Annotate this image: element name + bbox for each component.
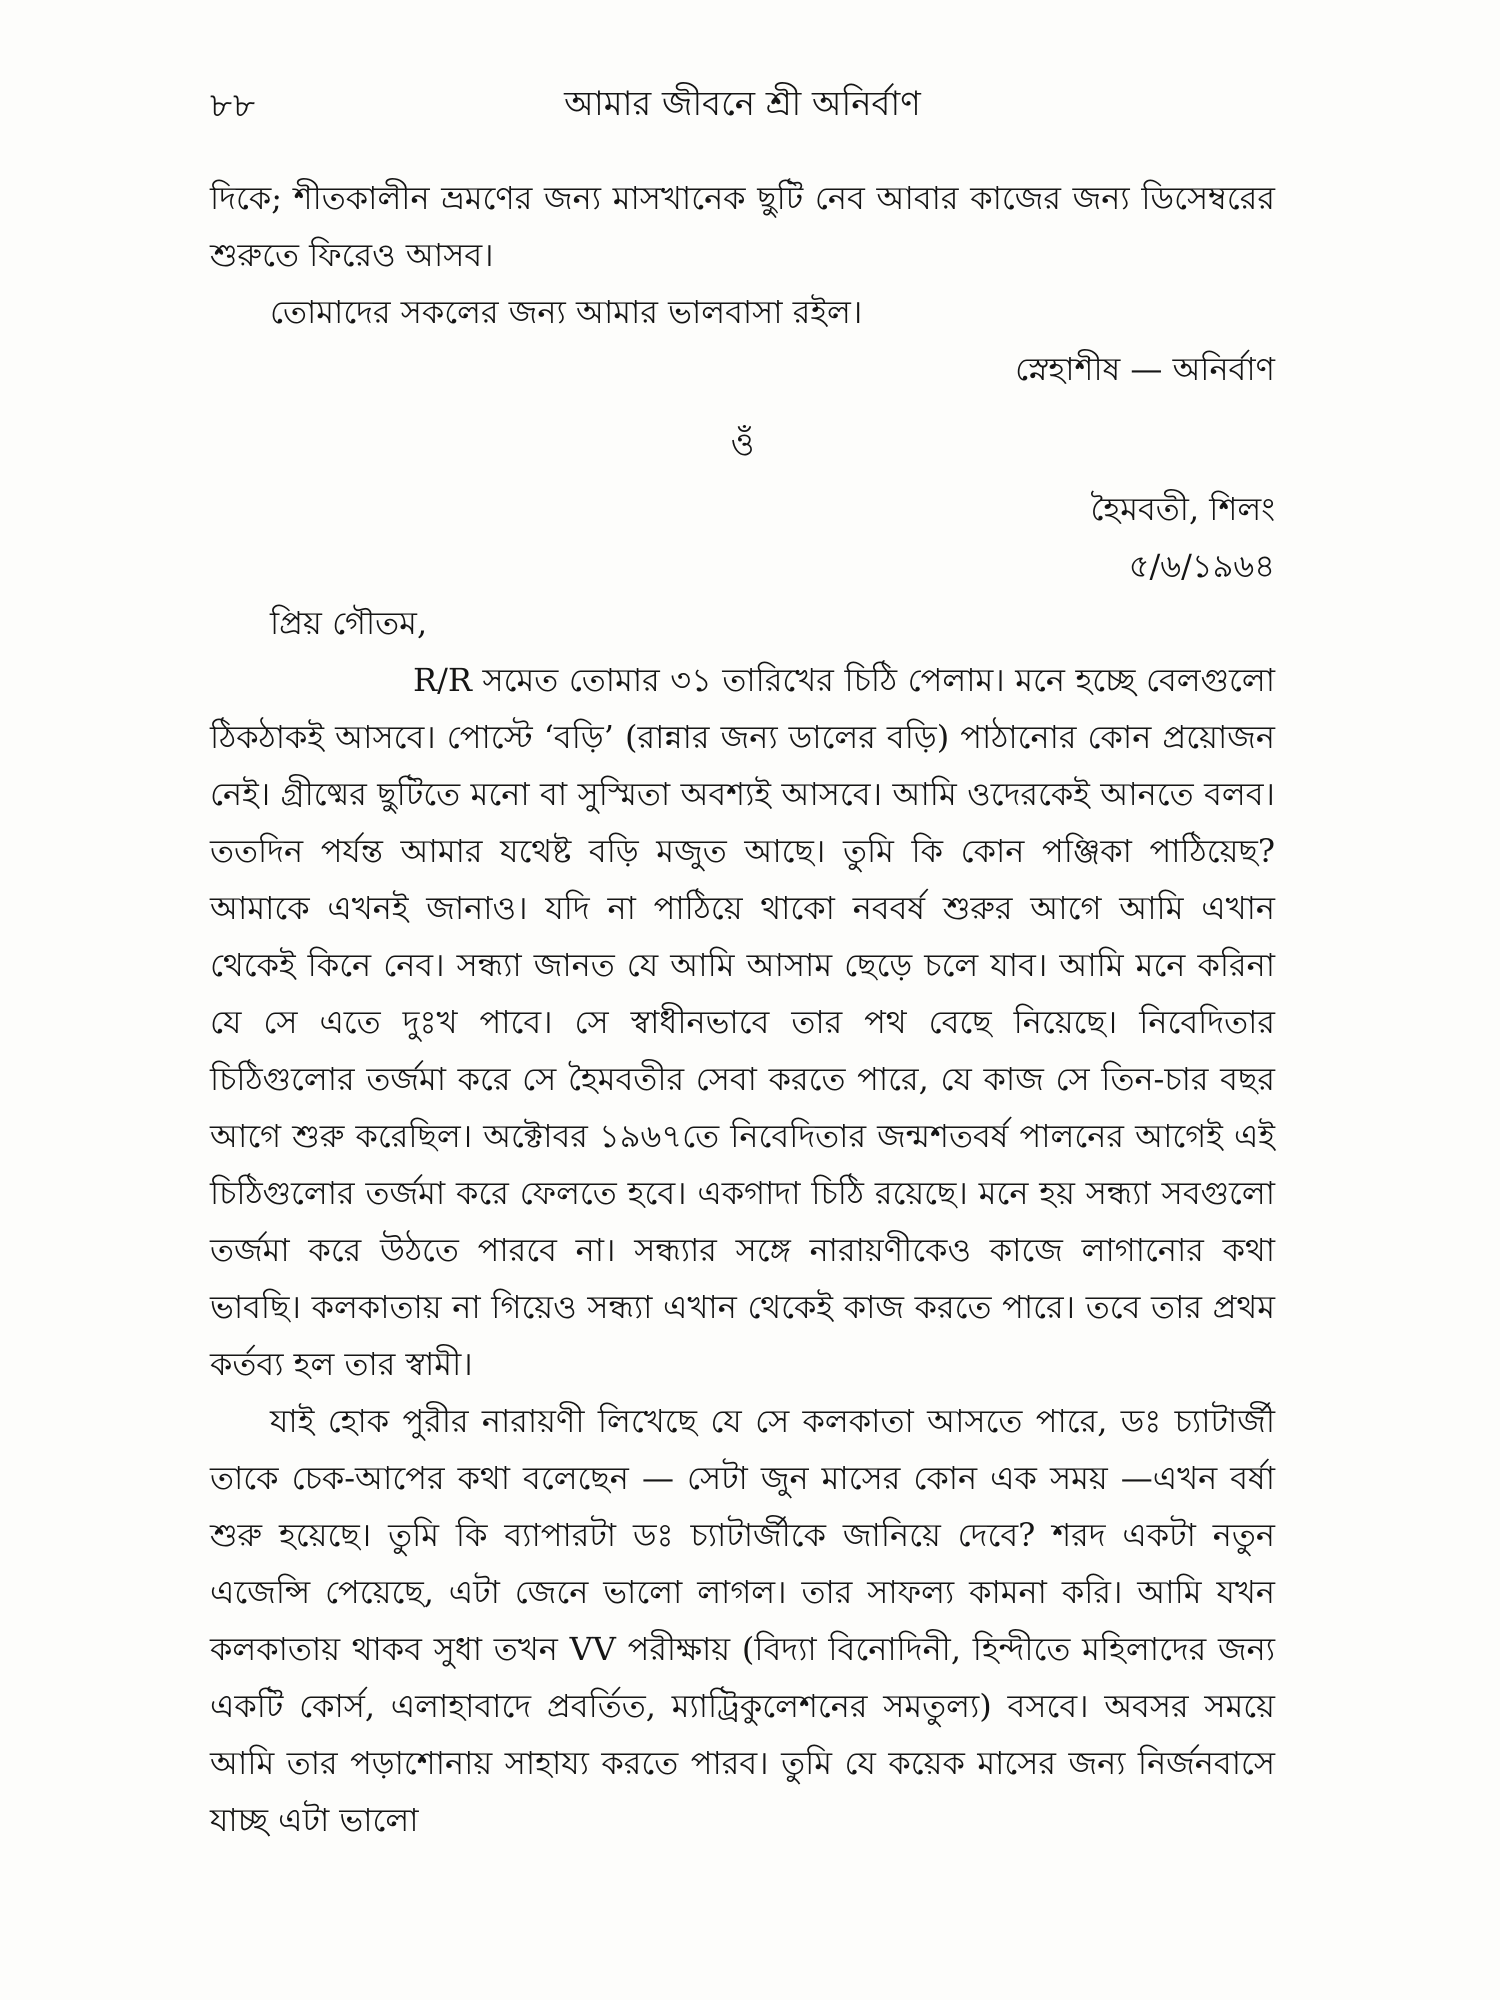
letter2-paragraph-2: যাই হোক পুরীর নারায়ণী লিখেছে যে সে কলকাতা আসতে পারে, ডঃ চ্যাটার্জী তাকে চেক-আপের কথা বলেছেন — সেটা জুন মাসের কোন এক সময় —এখন বর্ষা শুরু হয়েছে। তুমি কি ব্যাপারটা ডঃ চ্যাটার্জীকে জানিয়ে দেবে? শরদ একটা নতুন এজেন্সি পেয়েছে, এটা জেনে ভালো লাগল। তার সাফল্য কামনা করি। আমি যখন কলকাতায় থাকব সুধা তখন VV পরীক্ষায় (বিদ্যা বিনোদিনী, হিন্দীতে মহিলাদের জন্য একটি কোর্স, এলাহাবাদে প্রবর্তিত, ম্যাট্রিকুলেশনের সমতুল্য) বসবে। অবসর সময়ে আমি তার পড়াশোনায় সাহায্য করতে পারব। তুমি যে কয়েক মাসের জন্য নির্জনবাসে যাচ্ছ এটা ভালো (210, 1402, 1275, 1839)
letter2-paragraph-1: R/R সমেত তোমার ৩১ তারিখের চিঠি পেলাম। মনে হচ্ছে বেলগুলো ঠিকঠাকই আসবে। পোস্টে ‘বড়ি’ (রান্নার জন্য ডালের বড়ি) পাঠানোর কোন প্রয়োজন নেই। গ্রীষ্মের ছুটিতে মনো বা সুস্মিতা অবশ্যই আসবে। আমি ওদেরকেই আনতে বলব। ততদিন পর্যন্ত আমার যথেষ্ট বড়ি মজুত আছে। তুমি কি কোন পঞ্জিকা পাঠিয়েছ? আমাকে এখনই জানাও। যদি না পাঠিয়ে থাকো নববর্ষ শুরুর আগে আমি এখান থেকেই কিনে নেব। সন্ধ্যা জানত যে আমি আসাম ছেড়ে চলে যাব। আমি মনে করিনা যে সে এতে দুঃখ পাবে। সে স্বাধীনভাবে তার পথ বেছে নিয়েছে। নিবেদিতার চিঠিগুলোর তর্জমা করে সে হৈমবতীর সেবা করতে পারে, যে কাজ সে তিন-চার বছর আগে শুরু করেছিল। অক্টোবর ১৯৬৭তে নিবেদিতার জন্মশতবর্ষ পালনের আগেই এই চিঠিগুলোর তর্জমা করে ফেলতে হবে। একগাদা চিঠি রয়েছে। মনে হয় সন্ধ্যা সবগুলো তর্জমা করে উঠতে পারবে না। সন্ধ্যার সঙ্গে নারায়ণীকেও কাজে লাগানোর কথা ভাবছি। কলকাতায় না গিয়েও সন্ধ্যা এখান থেকেই কাজ করতে পারে। তবে তার প্রথম কর্তব্য হল তার স্বামী। (210, 661, 1275, 1383)
letter2-place: হৈমবতী, শিলং (1090, 490, 1275, 528)
running-title: আমার জীবনে শ্রী অনির্বাণ (564, 84, 921, 124)
page-header (210, 72, 1275, 132)
letter1-love-line: তোমাদের সকলের জন্য আমার ভালবাসা রইল। (270, 293, 863, 331)
letter2-salutation: প্রিয় গৌতম, (270, 604, 428, 642)
om-symbol: ওঁ (730, 425, 755, 463)
letter1-closing-paragraph: দিকে; শীতকালীন ভ্রমণের জন্য মাসখানেক ছুটি নেব আবার কাজের জন্য ডিসেম্বরের শুরুতে ফিরেও আসব। (210, 179, 1275, 274)
page-number: ৮৮ (210, 86, 257, 126)
letter2-date: ৫/৬/১৯৬৪ (1128, 547, 1275, 585)
letter1-signature: স্নেহাশীষ — অনির্বাণ (1015, 350, 1275, 388)
page-body (210, 170, 1275, 1849)
